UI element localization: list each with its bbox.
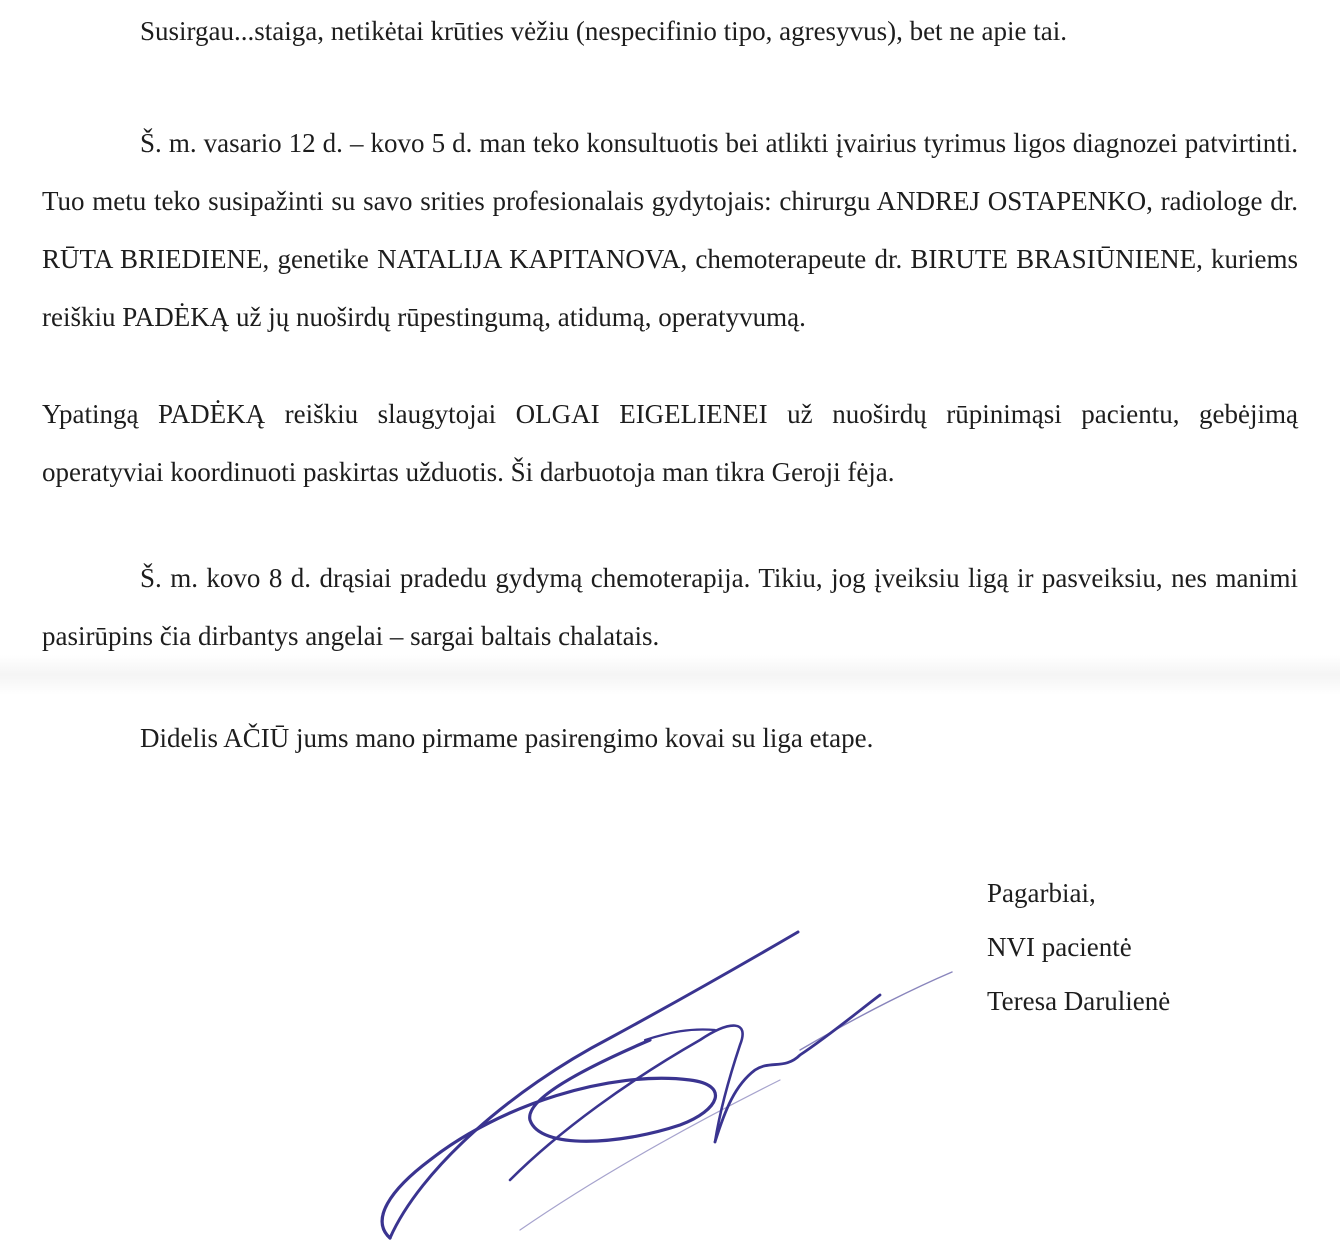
paragraph-consultations: Š. m. vasario 12 d. – kovo 5 d. man teko konsultuotis bei atlikti įvairius tyrimus ligos diagnozei patvirtinti. Tuo metu teko susipažinti su savo srities profesionalais gydytojais: chirurgu ANDREJ OSTAPENKO, radiologe dr. RŪTA BRIEDIENE, genetike NATALIJA KAPITANOVA, chemoterapeute dr. BIRUTE BRASIŪNIENE, kuriems reiškiu PADĖKĄ už jų nuoširdų rūpestingumą, atidumą, operatyvumą. — [42, 128, 1298, 332]
handwritten-signature — [360, 920, 960, 1250]
closing-salutation: Pagarbiai, — [987, 878, 1096, 908]
closing-role: NVI pacientė — [987, 932, 1132, 962]
paragraph-nurse-thanks: Ypatingą PADĖKĄ reiškiu slaugytojai OLGAI EIGELIENEI už nuoširdų rūpinimąsi pacientu, gebėjimą operatyviai koordinuoti paskirtas užduotis. Ši darbuotoja man tikra Geroji fėja. — [42, 399, 1298, 487]
signature-stroke — [520, 1080, 780, 1230]
paragraph-thanks: Didelis AČIŪ jums mano pirmame pasirengimo kovai su liga etape. — [140, 723, 874, 753]
paragraph-intro: Susirgau...staiga, netikėtai krūties vėžiu (nespecifinio tipo, agresyvus), bet ne apie tai. — [140, 16, 1067, 46]
closing-block — [987, 866, 1170, 1028]
signature-stroke — [715, 995, 880, 1142]
paragraph-treatment: Š. m. kovo 8 d. drąsiai pradedu gydymą chemoterapija. Tikiu, jog įveiksiu ligą ir pasveiksiu, nes manimi pasirūpins čia dirbantys angelai – sargai baltais chalatais. — [42, 563, 1298, 651]
closing-name: Teresa Darulienė — [987, 986, 1171, 1016]
signature-stroke — [382, 1040, 715, 1238]
